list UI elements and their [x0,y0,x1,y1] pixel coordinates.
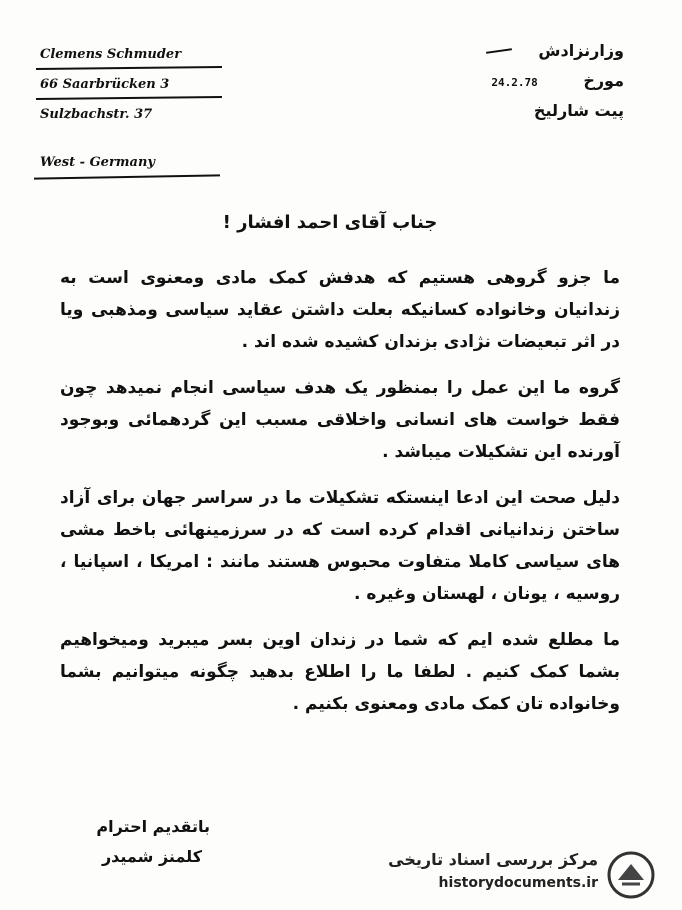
closing [70,812,210,872]
sender-street: Sulzbachstr. 37 [40,107,153,122]
sender-name: Clemens Schmuder [40,42,210,72]
watermark [356,848,656,900]
body-paragraph: گروه ما این عمل را بمنظور یک هدف سیاسی انجام نمیدهد چون فقط خواست های انسانی واخلاقی مسبب این گردهمائی وبوجود آورنده این تشکیلات میباشد . [60,378,620,462]
signature: کلمنز شمیدر [101,847,202,866]
sender-address [40,42,210,180]
meta-date-line [464,66,624,96]
body-paragraph: ما جزو گروهی هستیم که هدفش کمک مادی ومعنوی است به زندانیان وخانواده کسانیکه بعلت داشتن عقاید سیاسی ومذهبی ویا در اثر تبعیضات نژادی بزندان کشیده شده اند . [60,268,620,352]
sender-city: 66 Saarbrücken 3 [40,72,210,102]
closing-line: باتقدیم احترام [96,817,210,836]
watermark-title: مرکز بررسی اسناد تاریخی [388,850,598,869]
meta-date-label: مورخ [583,71,624,90]
letter-body [60,262,620,734]
body-paragraph: ما مطلع شده ایم که شما در زندان اوین بسر میبرید ومیخواهیم بشما کمک کنیم . لطفا ما را اطلاع بدهید چگونه میتوانیم بشما وخانواده تان کمک مادی ومعنوی بکنیم . [60,630,620,714]
archive-logo-icon [606,850,656,900]
document-meta [464,36,624,126]
sender-country: West - Germany [40,150,210,180]
meta-line-3: پیت شارلیخ [533,101,624,120]
salutation: جناب آقای احمد افشار ! [222,212,438,233]
watermark-url: historydocuments.ir [438,875,598,891]
meta-line-1: وزارنزادش [538,41,624,60]
body-paragraph: دلیل صحت این ادعا اینستکه تشکیلات ما در سراسر جهان برای آزاد ساختن زندانیانی اقدام کرده است که در سرزمینهائی باخط مشی های سیاسی کاملا متفاوت محبوس هستند مانند : امریکا ، اسپانیا ، روسیه ، یونان ، لهستان وغیره . [60,488,620,604]
meta-date: 24.2.78 [491,76,538,89]
watermark-text [358,848,598,894]
